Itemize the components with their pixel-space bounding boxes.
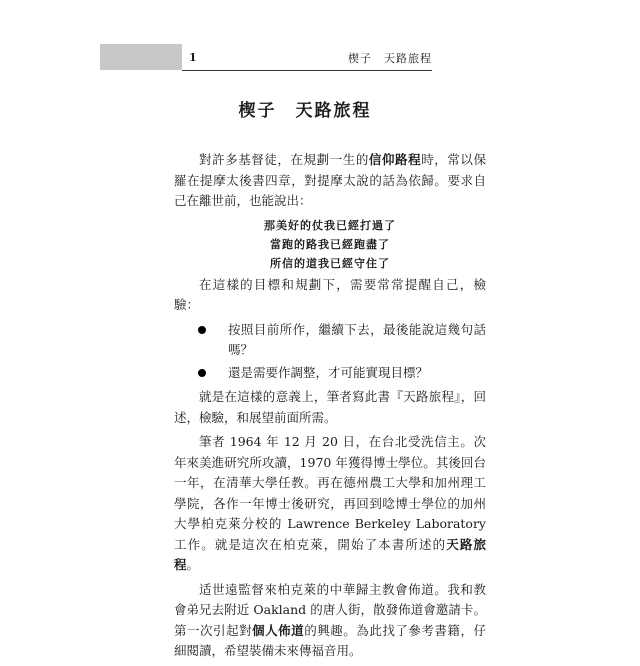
- paragraph-4-bold: 天路旅程: [174, 536, 486, 572]
- bullet-icon: [198, 326, 206, 334]
- header-gray-bar: [100, 44, 182, 70]
- paragraph-4-text-a: 筆者 1964 年 12 月 20 日，在台北受洗信主。次年來美進研究所攻讀，1970 年獲得博士學位。其後回台一年，在清華大學任教。再在德州農工大學和加州理工學院，各作一年博士後研究，再回到唸博士學位的加州大學柏克萊分校的 Lawrence Berkeley Laboratory 工作。就是這次在柏克萊，開始了本書所述的: [174, 434, 486, 552]
- paragraph-1-bold: 信仰路程: [368, 152, 422, 167]
- list-item-text: 還是需要作調整，才可能實現目標？: [228, 364, 429, 380]
- chapter-title: 楔子 天路旅程: [238, 101, 372, 121]
- quote-line-1: 那美好的仗我已經打過了: [264, 218, 396, 232]
- paragraph-1: [174, 150, 486, 212]
- page-number: 1: [189, 51, 197, 64]
- quote-line-2: 當跑的路我已經跑盡了: [270, 237, 390, 251]
- paragraph-1-text-a: 對許多基督徒，在規劃一生的: [199, 152, 369, 167]
- list-item: [174, 363, 486, 384]
- list-item-text: 按照目前所作，繼續下去，最後能說這幾句話嗎？: [228, 321, 486, 357]
- paragraph-5-text-a: 适世遠監督來柏克萊的中華歸主教會佈道。我和教會弟兄去附近 Oakland 的唐人街，散發佈道會邀請卡。第一次引起對: [174, 581, 486, 638]
- paragraph-4-text-c: 。: [186, 557, 200, 572]
- header-rule: [182, 70, 432, 71]
- scripture-quote: [174, 216, 486, 273]
- paragraph-1-text-c: 時，常以保羅在提摩太後書四章，對提摩太說的話為依歸。要求自己在離世前，也能說出：: [174, 152, 486, 208]
- paragraph-5: [174, 580, 486, 662]
- paragraph-5-text-c: 的興趣。為此找了參考書籍，仔細閱讀，希望裝備未來傳福音用。: [174, 622, 486, 658]
- checklist: [174, 320, 486, 384]
- paragraph-5-bold: 個人佈道: [252, 622, 305, 638]
- paragraph-4: [174, 432, 486, 576]
- running-header-title: 楔子 天路旅程: [348, 52, 432, 65]
- body-text: [174, 150, 486, 666]
- bullet-icon: [198, 369, 206, 377]
- quote-line-3: 所信的道我已經守住了: [270, 256, 390, 270]
- list-item: [174, 320, 486, 361]
- paragraph-3: 就是在這樣的意義上，筆者寫此書『天路旅程』，回述，檢驗，和展望前面所需。: [174, 389, 486, 425]
- paragraph-2: 在這樣的目標和規劃下，需要常常提醒自己，檢驗：: [174, 276, 486, 312]
